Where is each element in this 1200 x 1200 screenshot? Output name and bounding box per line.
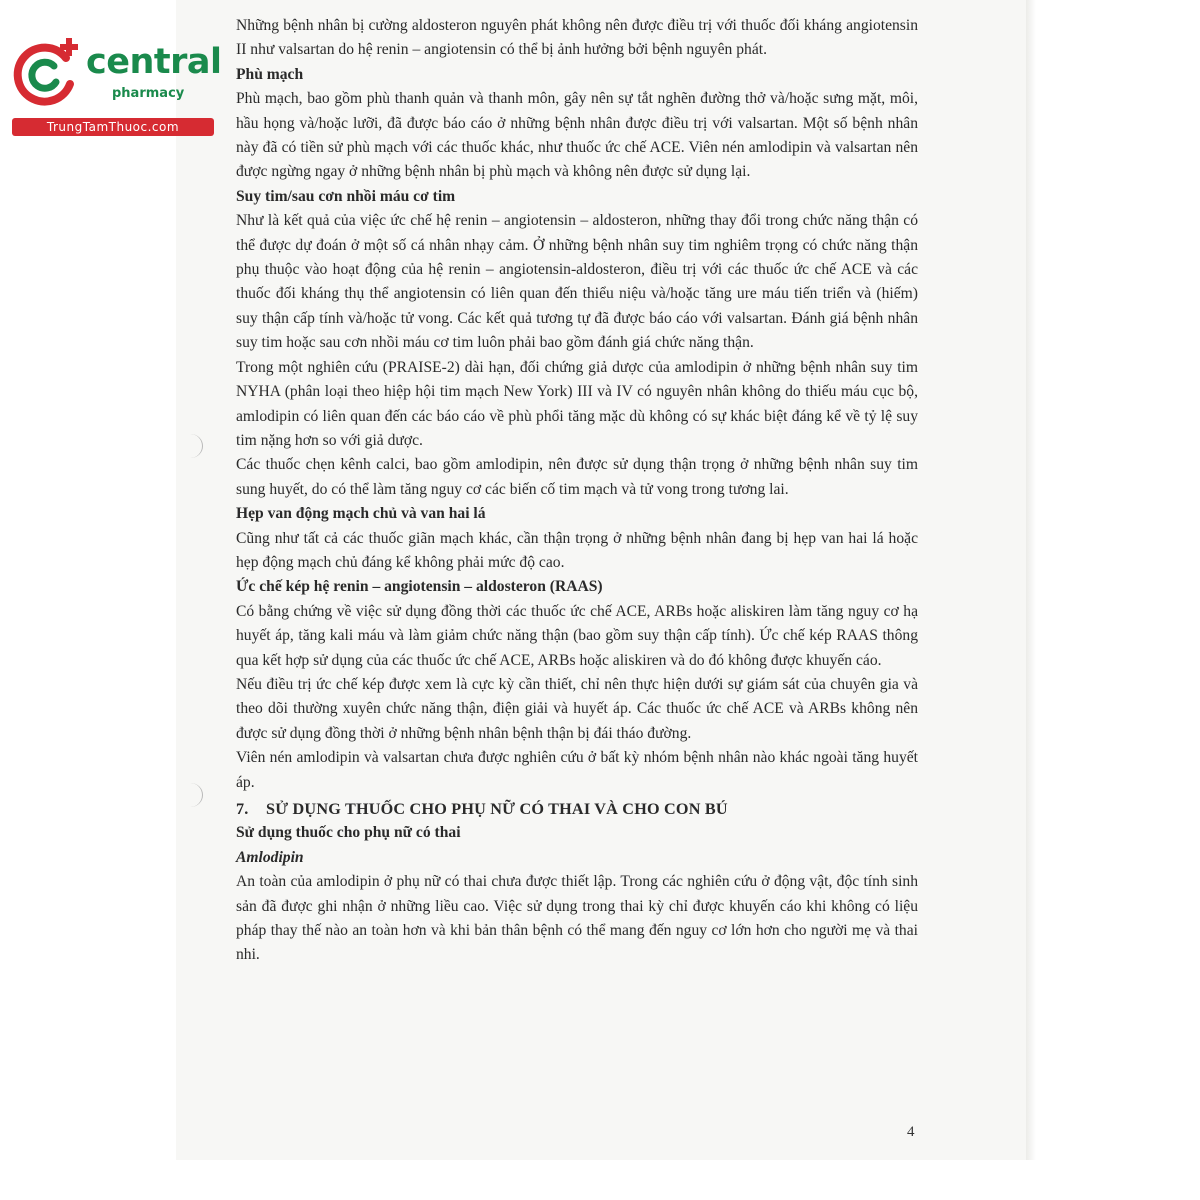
logo-website-banner: TrungTamThuoc.com — [12, 118, 214, 136]
paragraph-phu-mach: Phù mạch, bao gồm phù thanh quản và thanh môn, gây nên sự tắt nghẽn đường thở và/hoặc sưng mặt, môi, hầu họng và/hoặc lưỡi, đã được báo cáo ở những bệnh nhân được điều trị với valsartan. Một số bệnh nhân này đã có tiền sử phù mạch với các thuốc khác, như thuốc ức chế ACE. Viên nén amlodipin và valsartan nên được ngừng ngay ở những bệnh nhân bị phù mạch và không nên được sử dụng lại. — [236, 90, 918, 181]
paragraph-raas-1: Có bằng chứng về việc sử dụng đồng thời các thuốc ức chế ACE, ARBs hoặc aliskiren làm tăng nguy cơ hạ huyết áp, tăng kali máu và làm giảm chức năng thận (bao gồm suy thận cấp tính). Ức chế kép RAAS thông qua kết hợp sử dụng của các thuốc ức chế ACE, ARBs hoặc aliskiren và do đó không được khuyến cáo. — [236, 602, 918, 669]
paragraph-hep-van: Cũng như tất cả các thuốc giãn mạch khác, cần thận trọng ở những bệnh nhân đang bị hẹp van hai lá hoặc hẹp động mạch chủ đáng kể không phải mức độ cao. — [236, 529, 918, 571]
section-number: 7. — [236, 800, 249, 818]
paragraph-suy-tim-3: Các thuốc chẹn kênh calci, bao gồm amlodipin, nên được sử dụng thận trọng ở những bệnh nhân suy tim sung huyết, do có thể làm tăng nguy cơ các biến cố tim mạch và tử vong trong tương lai. — [236, 456, 918, 498]
paragraph-aldosteron: Những bệnh nhân bị cường aldosteron nguyên phát không nên được điều trị với thuốc đối kháng angiotensin II như valsartan do hệ renin – angiotensin có thể bị ảnh hưởng bởi bệnh nguyên phát. — [236, 17, 918, 59]
section-heading-7 — [236, 797, 918, 821]
page-number: 4 — [907, 1124, 915, 1140]
section-title: SỬ DỤNG THUỐC CHO PHỤ NỮ CÓ THAI VÀ CHO CON BÚ — [266, 800, 728, 818]
pharmacy-logo-icon — [8, 36, 88, 116]
heading-suy-tim: Suy tim/sau cơn nhồi máu cơ tim — [236, 187, 456, 205]
heading-co-thai: Sử dụng thuốc cho phụ nữ có thai — [236, 824, 461, 842]
paragraph-amlodipin: An toàn của amlodipin ở phụ nữ có thai chưa được thiết lập. Trong các nghiên cứu ở động vật, độc tính sinh sản đã được ghi nhận ở những liều cao. Việc sử dụng trong thai kỳ chỉ được khuyến cáo khi không có liệu pháp thay thế nào an toàn hơn và khi bản thân bệnh có thể mang đến nguy cơ lớn hơn cho người mẹ và thai nhi. — [236, 873, 918, 964]
punch-hole — [178, 434, 203, 458]
heading-phu-mach: Phù mạch — [236, 65, 304, 83]
central-pharmacy-logo — [8, 36, 222, 136]
heading-hep-van: Hẹp van động mạch chủ và van hai lá — [236, 505, 486, 523]
heading-amlodipin: Amlodipin — [236, 848, 304, 866]
page-edge — [1026, 0, 1036, 1160]
paragraph-raas-2: Nếu điều trị ức chế kép được xem là cực kỳ cần thiết, chỉ nên thực hiện dưới sự giám sát của chuyên gia và theo dõi thường xuyên chức năng thận, điện giải và huyết áp. Các thuốc ức chế ACE và ARBs không nên được sử dụng đồng thời ở những bệnh nhân bệnh thận bị đái tháo đường. — [236, 675, 918, 742]
heading-raas: Ức chế kép hệ renin – angiotensin – aldosteron (RAAS) — [236, 578, 603, 596]
paragraph-suy-tim-1: Như là kết quả của việc ức chế hệ renin – angiotensin – aldosteron, những thay đổi trong chức năng thận có thể được dự đoán ở một số cá nhân nhạy cảm. Ở những bệnh nhân suy tim nghiêm trọng có chức năng thận phụ thuộc vào hoạt động của hệ renin – angiotensin-aldosteron, điều trị với các thuốc ức chế ACE và các thuốc đối kháng thụ thể angiotensin có liên quan đến thiểu niệu và/hoặc tăng ure máu tiến triển và (hiếm) suy thận cấp tính và/hoặc tử vong. Các kết quả tương tự đã được báo cáo với valsartan. Đánh giá bệnh nhân suy tim hoặc sau cơn nhồi máu cơ tim luôn phải bao gồm đánh giá chức năng thận. — [236, 212, 918, 352]
paragraph-raas-3: Viên nén amlodipin và valsartan chưa được nghiên cứu ở bất kỳ nhóm bệnh nhân nào khác ngoài tăng huyết áp. — [236, 749, 918, 791]
logo-brand-text: central — [86, 42, 222, 82]
document-body — [236, 14, 918, 968]
paragraph-suy-tim-2: Trong một nghiên cứu (PRAISE-2) dài hạn, đối chứng giả dược của amlodipin ở những bệnh nhân suy tim NYHA (phân loại theo hiệp hội tim mạch New York) III và IV có nguyên nhân không do thiếu máu cục bộ, amlodipin có liên quan đến các báo cáo về phù phổi tăng mặc dù không có sự khác biệt đáng kể về tỷ lệ suy tim nặng hơn so với giả dược. — [236, 358, 918, 449]
punch-hole — [178, 783, 203, 807]
logo-subtitle: pharmacy — [112, 86, 185, 101]
